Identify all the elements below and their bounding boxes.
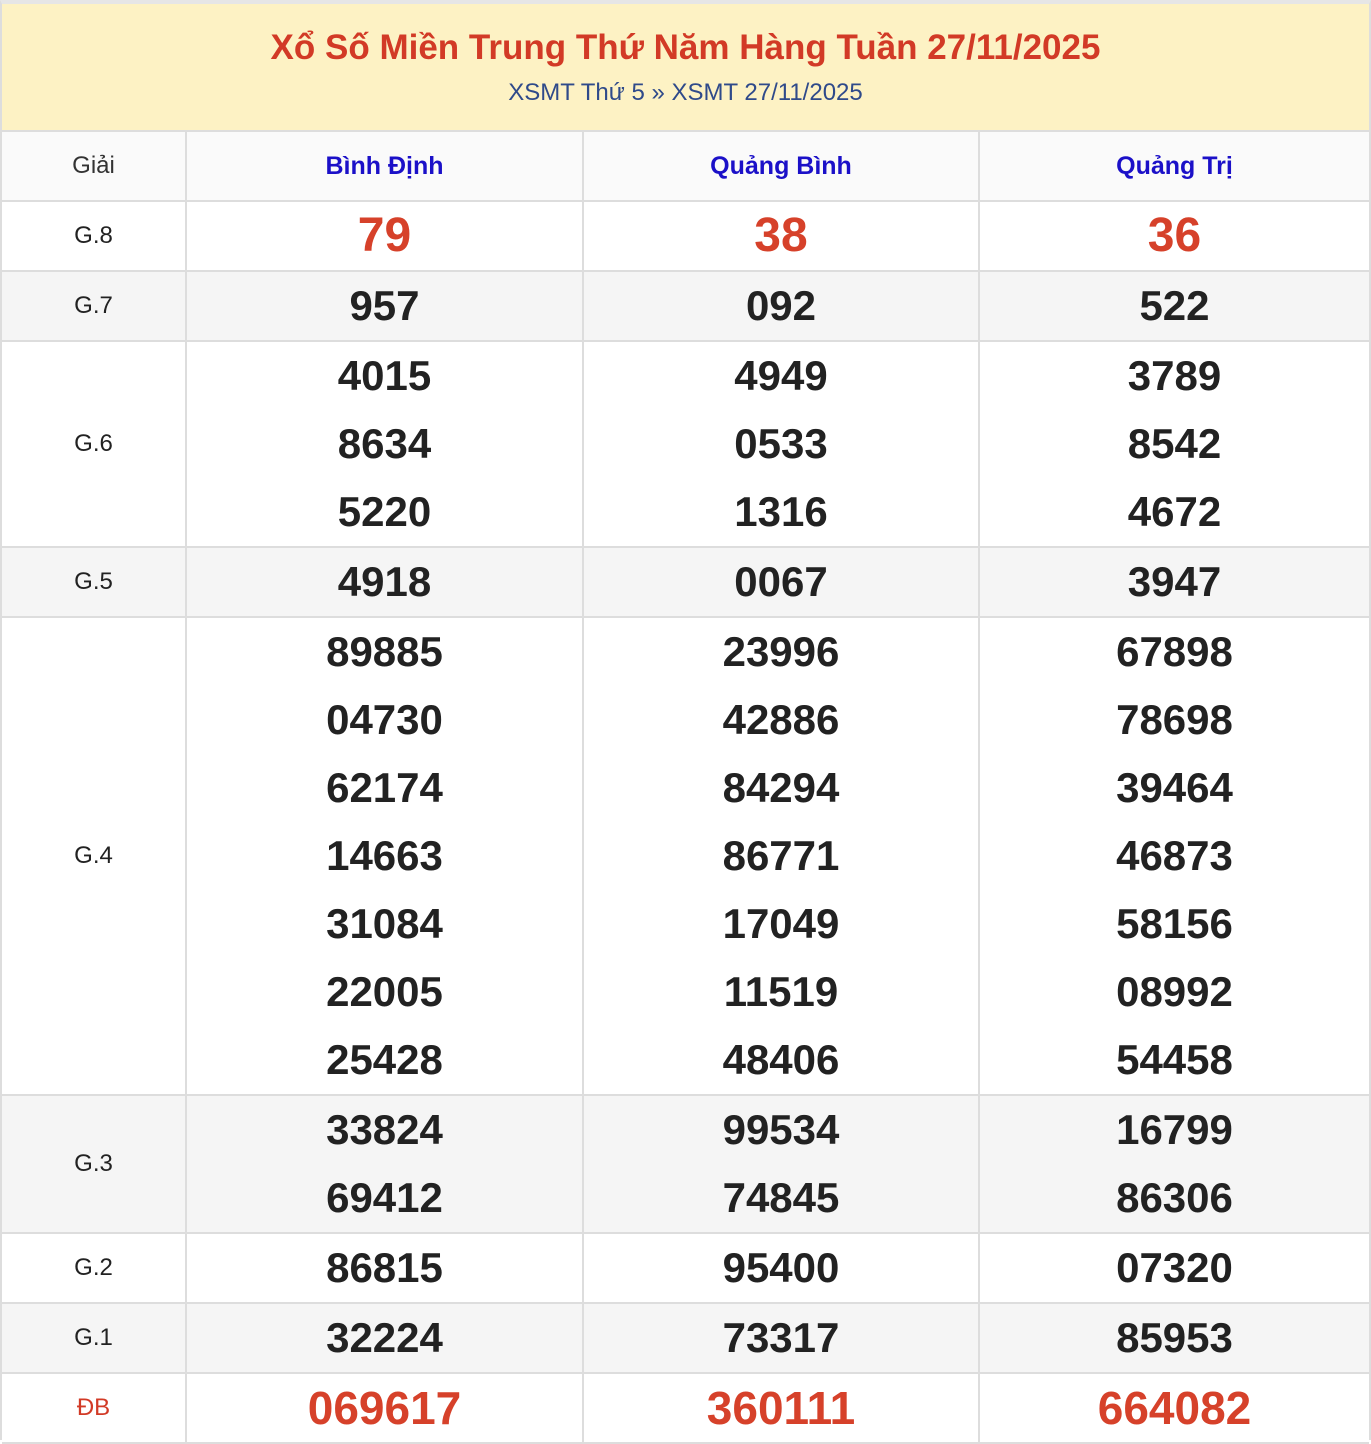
result-cell: [979, 271, 1369, 341]
result-cell: [583, 547, 979, 617]
result-number: 85953: [1116, 1314, 1233, 1361]
result-number: 36: [1147, 209, 1202, 262]
table-row-g3: [2, 1095, 1369, 1233]
results-table: [2, 132, 1369, 1444]
column-header-quang-tri[interactable]: Quảng Trị: [979, 132, 1369, 201]
result-number: 07320: [1116, 1244, 1233, 1291]
result-cell: [186, 547, 583, 617]
result-cell: [583, 201, 979, 271]
result-number: 04730: [326, 696, 443, 743]
result-number: 46873: [1116, 832, 1233, 879]
prize-label: G.8: [2, 201, 186, 271]
result-cell: [583, 341, 979, 547]
breadcrumb-link-xsmt-date[interactable]: XSMT 27/11/2025: [671, 79, 863, 106]
result-number: 31084: [326, 900, 443, 947]
breadcrumb: [2, 79, 1369, 107]
result-number: 38: [754, 209, 808, 262]
table-row-g5: [2, 547, 1369, 617]
table-row-g8: [2, 201, 1369, 271]
result-number: 092: [745, 282, 817, 329]
table-header-row: [2, 132, 1369, 201]
prize-label: G.3: [2, 1095, 186, 1233]
result-number: 73317: [722, 1314, 840, 1361]
column-header-binh-dinh[interactable]: Bình Định: [186, 132, 583, 201]
result-cell: [186, 341, 583, 547]
result-number: 86771: [722, 832, 840, 879]
result-number: 3789: [1127, 352, 1222, 399]
column-header-quang-binh[interactable]: Quảng Bình: [583, 132, 979, 201]
result-number: 79: [357, 209, 412, 262]
special-prize-number: 664082: [1097, 1382, 1252, 1434]
result-number: 0533: [734, 420, 828, 467]
result-number: 3947: [1127, 558, 1222, 605]
result-cell: [186, 1373, 583, 1443]
result-number: 0067: [734, 558, 828, 605]
result-number: 14663: [326, 832, 443, 879]
result-number: 84294: [722, 764, 840, 811]
prize-label: G.2: [2, 1233, 186, 1303]
result-cell: [979, 201, 1369, 271]
table-row-g6: [2, 341, 1369, 547]
result-cell: [583, 1303, 979, 1373]
result-number: 89885: [326, 628, 443, 675]
result-number: 67898: [1116, 628, 1233, 675]
result-number: 86306: [1116, 1174, 1233, 1221]
prize-label: G.6: [2, 341, 186, 547]
result-number: 4918: [337, 558, 432, 605]
result-number: 4949: [734, 352, 828, 399]
prize-label: G.7: [2, 271, 186, 341]
result-number: 522: [1139, 282, 1210, 329]
special-prize-number: 360111: [706, 1382, 856, 1434]
table-row-special: [2, 1373, 1369, 1443]
result-cell: [186, 1095, 583, 1233]
result-cell: [583, 1095, 979, 1233]
result-number: 48406: [722, 1036, 840, 1083]
special-prize-number: 069617: [307, 1382, 462, 1434]
prize-label-special: ĐB: [2, 1373, 186, 1443]
result-number: 8634: [337, 420, 432, 467]
result-number: 95400: [722, 1244, 840, 1291]
result-number: 5220: [337, 488, 432, 535]
result-number: 58156: [1116, 900, 1233, 947]
table-row-g7: [2, 271, 1369, 341]
result-number: 11519: [723, 968, 839, 1015]
result-cell: [583, 617, 979, 1095]
result-number: 69412: [326, 1174, 443, 1221]
prize-label: G.1: [2, 1303, 186, 1373]
result-number: 957: [349, 282, 420, 329]
result-number: 99534: [722, 1106, 840, 1153]
result-number: 33824: [326, 1106, 443, 1153]
table-row-g1: [2, 1303, 1369, 1373]
table-row-g2: [2, 1233, 1369, 1303]
result-cell: [186, 1233, 583, 1303]
prize-label: G.4: [2, 617, 186, 1095]
result-number: 39464: [1116, 764, 1233, 811]
result-number: 1316: [734, 488, 828, 535]
result-cell: [979, 341, 1369, 547]
result-number: 22005: [326, 968, 443, 1015]
result-number: 42886: [722, 696, 840, 743]
result-cell: [979, 547, 1369, 617]
prize-label: G.5: [2, 547, 186, 617]
result-cell: [979, 1233, 1369, 1303]
page-title: Xổ Số Miền Trung Thứ Năm Hàng Tuần 27/11/2025: [270, 28, 1101, 67]
table-row-g4: [2, 617, 1369, 1095]
result-cell: [979, 617, 1369, 1095]
result-number: 86815: [326, 1244, 443, 1291]
result-number: 74845: [722, 1174, 840, 1221]
result-cell: [979, 1303, 1369, 1373]
result-cell: [186, 271, 583, 341]
breadcrumb-separator: »: [651, 79, 665, 106]
result-cell: [979, 1095, 1369, 1233]
result-number: 54458: [1116, 1036, 1233, 1083]
result-number: 8542: [1127, 420, 1222, 467]
result-number: 25428: [326, 1036, 443, 1083]
results-banner: [2, 4, 1369, 132]
result-cell: [186, 201, 583, 271]
result-number: 78698: [1116, 696, 1233, 743]
result-cell: [583, 1233, 979, 1303]
result-cell: [186, 617, 583, 1095]
result-cell: [583, 1373, 979, 1443]
result-number: 16799: [1116, 1106, 1233, 1153]
result-number: 23996: [722, 628, 840, 675]
result-number: 32224: [326, 1314, 443, 1361]
column-header-giai: Giải: [2, 132, 186, 201]
result-cell: [186, 1303, 583, 1373]
breadcrumb-link-xsmt-thu-5[interactable]: XSMT Thứ 5: [508, 79, 645, 106]
result-number: 4672: [1127, 488, 1222, 535]
result-cell: [583, 271, 979, 341]
result-number: 17049: [722, 900, 840, 947]
result-number: 4015: [337, 352, 432, 399]
result-number: 62174: [326, 764, 443, 811]
result-cell: [979, 1373, 1369, 1443]
result-number: 08992: [1116, 968, 1233, 1015]
